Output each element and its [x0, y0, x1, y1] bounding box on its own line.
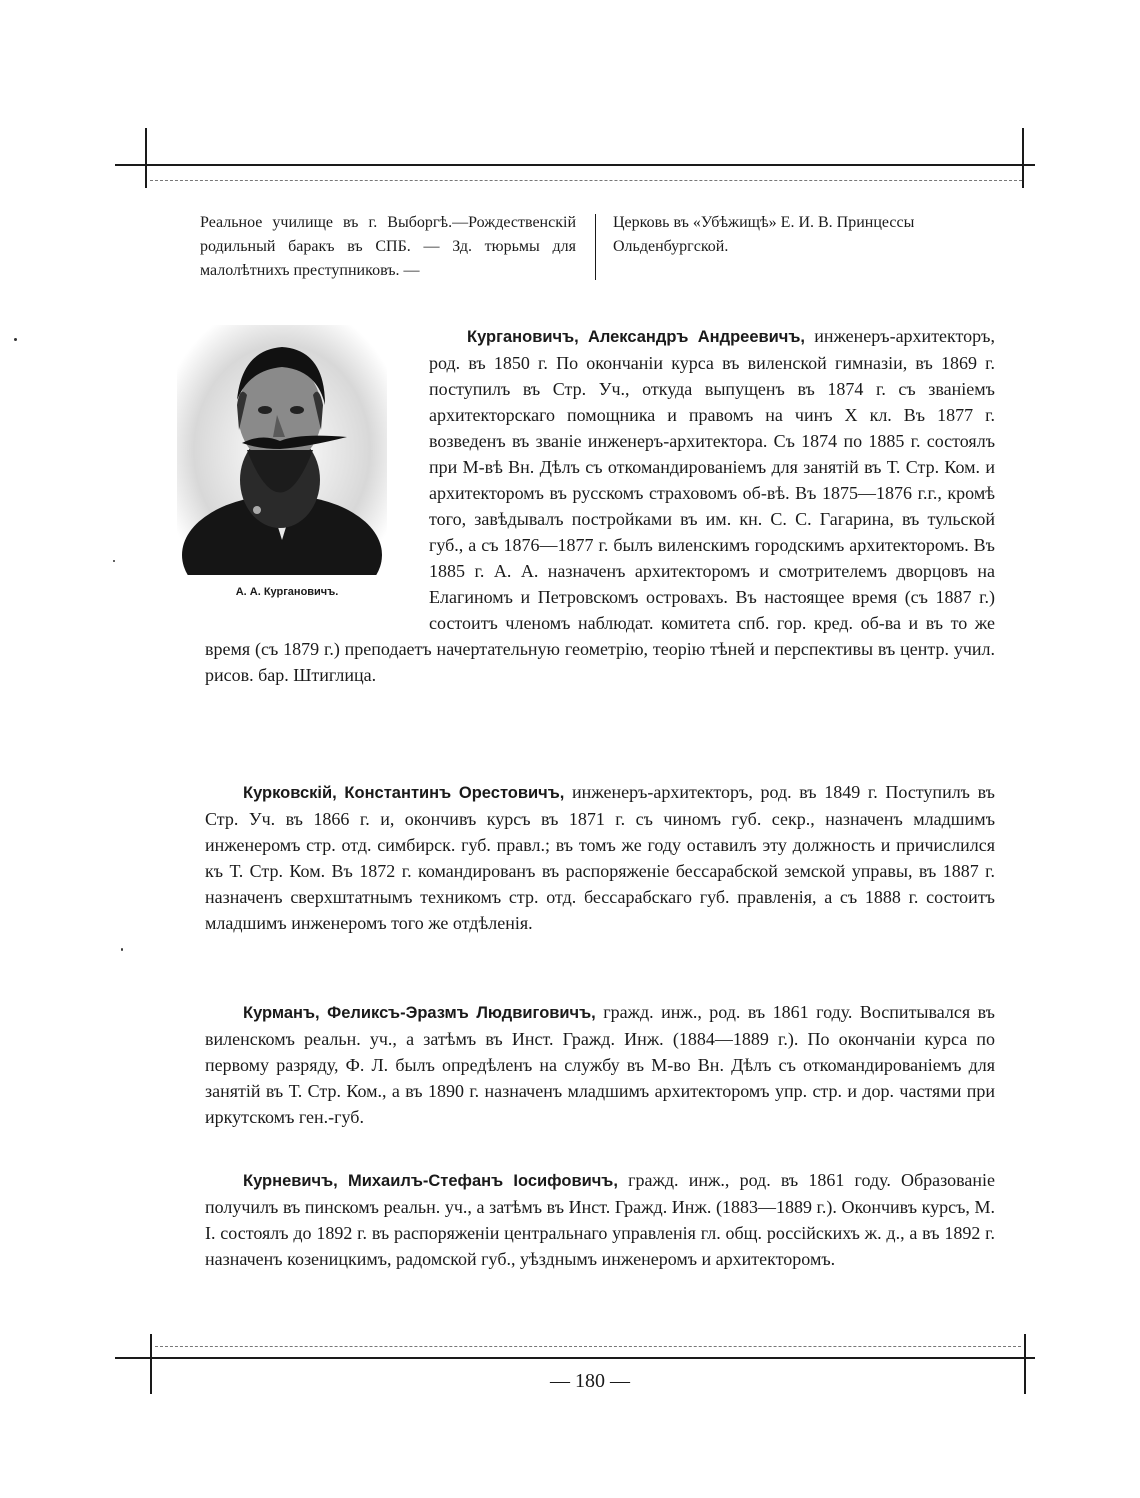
entry-text: гражд. инж., род. въ 1861 году. Воспитывался въ виленскомъ реальн. уч., а затѣмъ въ Инст. Гражд. Инж. (1884—1889 г.). По окончаніи курса по первому разряду, Ф. Л. былъ опредѣленъ на службу въ М-во Вн. Дѣлъ съ откомандированіемъ для занятій въ Т. Стр. Ком., а въ 1890 г. назначенъ младшимъ архитекторомъ упр. стр. и дор. частями при иркутскомъ ген.-губ. [205, 1002, 995, 1127]
biography-entry-kurnevich [205, 1167, 995, 1272]
header-right-caption: Церковь въ «Убѣжищѣ» Е. И. В. Принцессы Ольденбургской. [613, 214, 915, 255]
right-vertical-rule-top [1022, 128, 1024, 188]
bottom-rule [115, 1357, 1035, 1359]
entry-text: гражд. инж., род. въ 1861 году. Образованіе получилъ въ пинскомъ реальн. уч., а затѣмъ въ Инст. Гражд. Инж. (1883—1889 г.). Окончивъ курсъ, М. І. состоялъ до 1892 г. въ распоряженіи центральнаго управленія гл. общ. россійскихъ ж. д., а въ 1892 г. назначенъ козеницкимъ, радомской губ., уѣзднымъ инженеромъ и архитекторомъ. [205, 1170, 995, 1269]
header-left-caption: Реальное училище въ г. Выборгѣ.—Рождественскій родильный баракъ въ СПБ. — Зд. тюрьмы для малолѣтнихъ преступниковъ. — [200, 214, 576, 279]
top-rule [115, 164, 1035, 166]
top-dotted-rule [150, 180, 1022, 181]
bottom-dotted-rule [155, 1346, 1021, 1347]
biography-entry-kurganovich [205, 323, 995, 688]
scan-speck [113, 560, 115, 562]
page-number: — 180 — [550, 1370, 630, 1392]
header-divider [595, 214, 596, 280]
left-vertical-rule-bottom [150, 1334, 152, 1394]
scan-speck [14, 338, 17, 341]
entry-name: Кургановичъ, Александръ Андреевичъ, [467, 328, 805, 346]
entry-name: Курманъ, Феликсъ-Эразмъ Людвиговичъ, [243, 1004, 596, 1022]
scan-speck [121, 948, 123, 951]
biography-entry-kurman [205, 999, 995, 1130]
portrait-kurganovich [167, 325, 417, 607]
entry-text: инженеръ-архитекторъ, род. въ 1850 г. По окончаніи курса въ виленской гимназіи, въ 1869 г. поступилъ въ Стр. Уч., откуда выпущенъ въ 1874 г. съ званіемъ архитекторскаго помощника и правомъ на чинъ X кл. Въ 1877 г. возведенъ въ званіе инженеръ-архитектора. Съ 1874 по 1885 г. состоялъ при М-вѣ Вн. Дѣлъ съ откомандированіемъ для занятій въ Т. Стр. Ком. и архитекторомъ въ русскомъ страховомъ об-вѣ. Въ 1875—1876 г.г., кромѣ того, завѣдывалъ постройками въ им. кн. С. С. Гагарина, въ тульской губ., а съ 1876—1877 г. былъ виленскимъ городскимъ архитекторомъ. Въ 1885 г. А. А. назначенъ архитекторомъ и смотрителемъ дворцовъ на Елагиномъ и Петровскомъ островахъ. Въ настоящее время (съ 1887 г.) состоитъ членомъ наблюдат. комитета спб. гор. кред. об-ва и въ то же время (съ 1879 г.) преподаетъ начертательную геометрію, теорію тѣней и перспективы въ центр. учил. рисов. бар. Штиглица. [205, 326, 995, 685]
portrait-caption: А. А. Кургановичъ. [235, 586, 339, 598]
left-vertical-rule-top [145, 128, 147, 188]
right-vertical-rule-bottom [1024, 1334, 1026, 1394]
biography-entry-kurkovsky [205, 779, 995, 936]
portrait-image [177, 325, 387, 575]
entry-text: инженеръ-архитекторъ, род. въ 1849 г. Поступилъ въ Стр. Уч. въ 1866 г. и, окончивъ курсъ въ 1871 г. съ чиномъ губ. секр., назначенъ младшимъ инженеромъ стр. отд. симбирск. губ. правл.; въ томъ же году оставилъ эту должность и причислился къ Т. Стр. Ком. Въ 1872 г. командированъ въ распоряженіе бессарабской земской управы, въ 1887 г. назначенъ сверхштатнымъ техникомъ стр. отд. бессарабскаго губ. правленія, а съ 1888 г. состоитъ младшимъ инженеромъ того же отдѣленія. [205, 782, 995, 933]
entry-name: Курковскій, Константинъ Орестовичъ, [243, 784, 565, 802]
entry-name: Курневичъ, Михаилъ-Стефанъ Іосифовичъ, [243, 1172, 618, 1190]
